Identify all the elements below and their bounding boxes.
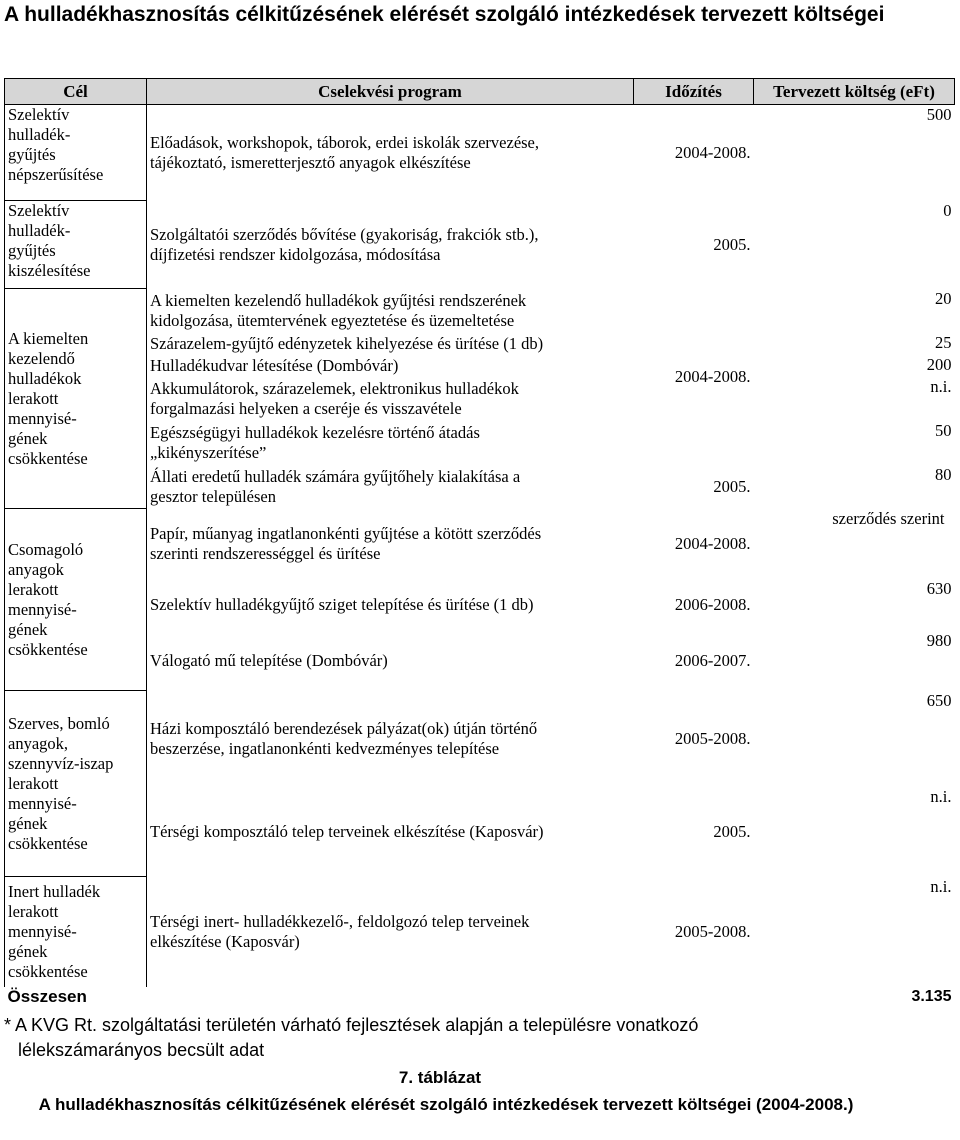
- goal-line: kezelendő: [8, 348, 75, 368]
- program-cell: [147, 787, 634, 877]
- footnote-line-2: lélekszámarányos becsült adat: [18, 1040, 265, 1060]
- cost-cell: 80: [935, 464, 952, 484]
- goal-line: népszerűsítése: [8, 165, 104, 184]
- program-line: gesztor településen: [150, 486, 276, 506]
- program-line: Egészségügyi hulladékok kezelésre történő átadás: [150, 422, 480, 442]
- cost-cell: 50: [935, 420, 952, 440]
- table-row: [5, 631, 955, 691]
- goal-cell: [5, 289, 147, 509]
- table-row: [5, 421, 955, 465]
- program-line: A kiemelten kezelendő hulladékok gyűjtési rendszerének: [150, 290, 527, 310]
- header-cost: Tervezett költség (eFt): [754, 79, 955, 105]
- header-timing: Időzítés: [634, 79, 754, 105]
- program-line: Szárazelem-gyűjtő edényzetek kihelyezése és ürítése (1 db): [150, 333, 544, 353]
- goal-line: mennyisé-: [8, 921, 77, 941]
- cost-cell: n.i.: [930, 786, 952, 806]
- goal-line: Csomagoló: [8, 539, 84, 559]
- program-line: Szolgáltatói szerződés bővítése (gyakoriság, frakciók stb.),: [150, 224, 539, 244]
- cost-cell: 200: [926, 354, 952, 374]
- program-cell: [147, 355, 634, 377]
- goal-line: Szerves, bomló: [8, 713, 110, 733]
- goal-line: mennyisé-: [8, 793, 77, 813]
- goal-line: gének: [8, 941, 48, 961]
- goal-line: kiszélesítése: [8, 261, 91, 280]
- program-line: Házi komposztáló berendezések pályázat(ok) útján történő: [150, 718, 538, 738]
- program-cell: [147, 465, 634, 509]
- goal-line: A kiemelten: [8, 328, 89, 348]
- timing-cell: 2004-2008.: [674, 533, 751, 553]
- goal-line: Szelektív: [8, 105, 70, 124]
- table-row: [5, 509, 955, 579]
- program-cell: [147, 377, 634, 421]
- table-number: 7. táblázat: [398, 1068, 482, 1087]
- program-line: Szelektív hulladékgyűjtő sziget telepítése és ürítése (1 db): [150, 594, 534, 614]
- table-row: [5, 333, 955, 355]
- goal-line: lerakott: [8, 773, 59, 793]
- table-caption: A hulladékhasznosítás célkitűzésének elérését szolgáló intézkedések tervezett költségei (2004-2008.): [38, 1095, 854, 1114]
- program-line: Papír, műanyag ingatlanonkénti gyűjtése a kötött szerződés: [150, 523, 542, 543]
- goal-line: anyagok,: [8, 733, 69, 753]
- cost-cell: n.i.: [930, 376, 952, 396]
- program-cell: [147, 631, 634, 691]
- goal-line: csökkentése: [8, 639, 88, 659]
- program-line: „kikényszerítése”: [150, 442, 267, 462]
- timing-cell: 2006-2008.: [674, 594, 751, 614]
- program-line: díjfizetési rendszer kidolgozása, módosítása: [150, 244, 441, 264]
- cost-cell: 630: [926, 578, 952, 598]
- program-line: tájékoztató, ismeretterjesztő anyagok elkészítése: [150, 152, 471, 172]
- footnote-line-1: * A KVG Rt. szolgáltatási területén várható fejlesztések alapján a településre vonatkozó: [4, 1015, 699, 1035]
- table-row: [5, 787, 955, 877]
- goal-cell: [5, 877, 147, 987]
- goal-cell: [5, 201, 147, 289]
- goal-line: lerakott: [8, 901, 59, 921]
- program-cell: [147, 877, 634, 987]
- program-line: Térségi komposztáló telep terveinek elkészítése (Kaposvár): [150, 821, 544, 841]
- goal-line: gyűjtés: [8, 145, 56, 164]
- program-line: elkészítése (Kaposvár): [150, 931, 300, 951]
- program-cell: [147, 105, 634, 201]
- page-title: A hulladékhasznosítás célkitűzésének elérését szolgáló intézkedések tervezett költségei: [4, 3, 885, 26]
- cost-cell: 25: [935, 332, 952, 352]
- program-line: szerinti rendszerességgel és ürítése: [150, 543, 381, 563]
- timing-cell: 2006-2007.: [674, 650, 751, 670]
- cost-cell: szerződés szerint: [832, 508, 945, 528]
- goal-line: Inert hulladék: [8, 881, 101, 901]
- cost-cell: 500: [926, 105, 952, 124]
- table-row: [5, 105, 955, 201]
- goal-line: szennyvíz-iszap: [8, 753, 114, 773]
- goal-line: hulladékok: [8, 368, 82, 388]
- total-label: Összesen: [7, 986, 87, 1006]
- table-row: [5, 377, 955, 421]
- goal-line: anyagok: [8, 559, 64, 579]
- table-row: [5, 579, 955, 631]
- goal-line: csökkentése: [8, 448, 88, 468]
- cost-cell: 650: [926, 690, 952, 710]
- goal-line: mennyisé-: [8, 408, 77, 428]
- program-cell: [147, 289, 634, 333]
- program-cell: [147, 691, 634, 787]
- goal-line: hulladék-: [8, 221, 71, 240]
- cost-cell: n.i.: [930, 876, 952, 896]
- goal-line: lerakott: [8, 388, 59, 408]
- program-line: beszerzése, ingatlanonkénti kedvezményes telepítése: [150, 738, 500, 758]
- cost-cell: 20: [935, 288, 952, 308]
- goal-line: gének: [8, 813, 48, 833]
- goal-line: gyűjtés: [8, 241, 56, 260]
- timing-cell: 2004-2008.: [674, 142, 751, 162]
- program-cell: [147, 333, 634, 355]
- goal-line: gének: [8, 428, 48, 448]
- program-line: Állati eredetű hulladék számára gyűjtőhely kialakítása a: [150, 466, 521, 486]
- table-row: [5, 691, 955, 787]
- cost-cell: 980: [926, 630, 952, 650]
- cost-table: [4, 78, 955, 1021]
- program-cell: [147, 201, 634, 289]
- program-line: Válogató mű telepítése (Dombóvár): [150, 650, 388, 670]
- goal-cell: [5, 509, 147, 691]
- timing-cell: 2005-2008.: [674, 921, 751, 941]
- timing-cell: 2005-2008.: [674, 728, 751, 748]
- program-line: Hulladékudvar létesítése (Dombóvár): [150, 355, 399, 375]
- timing-cell: 2004-2008.: [674, 366, 751, 386]
- goal-cell: [5, 691, 147, 877]
- goal-line: Szelektív: [8, 201, 70, 220]
- footnote: [4, 1013, 904, 1063]
- cost-cell: 0: [943, 200, 952, 220]
- program-line: kidolgozása, ütemtervének egyeztetése és üzemeltetése: [150, 310, 515, 330]
- program-line: forgalmazási helyeken a cseréje és visszavétele: [150, 398, 462, 418]
- table-row: [5, 289, 955, 333]
- timing-cell: 2005.: [713, 821, 751, 841]
- goal-line: csökkentése: [8, 961, 88, 981]
- program-cell: [147, 579, 634, 631]
- goal-cell: [5, 105, 147, 201]
- goal-line: mennyisé-: [8, 599, 77, 619]
- program-cell: [147, 509, 634, 579]
- header-program: Cselekvési program: [147, 79, 634, 105]
- table-row: [5, 877, 955, 987]
- total-value: 3.135: [911, 987, 952, 1005]
- goal-line: csökkentése: [8, 833, 88, 853]
- timing-cell: 2005.: [713, 234, 751, 254]
- table-body: [5, 105, 955, 1021]
- table-row: [5, 465, 955, 509]
- program-line: Térségi inert- hulladékkezelő-, feldolgozó telep terveinek: [150, 911, 530, 931]
- program-cell: [147, 421, 634, 465]
- program-line: Akkumulátorok, szárazelemek, elektronikus hulladékok: [150, 378, 519, 398]
- program-line: Előadások, workshopok, táborok, erdei iskolák szervezése,: [150, 132, 540, 152]
- goal-line: gének: [8, 619, 48, 639]
- table-row: [5, 355, 955, 377]
- table-header-row: [5, 79, 955, 105]
- table-row: [5, 201, 955, 289]
- goal-line: hulladék-: [8, 125, 71, 144]
- timing-cell: 2005.: [713, 476, 751, 496]
- goal-line: lerakott: [8, 579, 59, 599]
- header-goal: Cél: [5, 79, 147, 105]
